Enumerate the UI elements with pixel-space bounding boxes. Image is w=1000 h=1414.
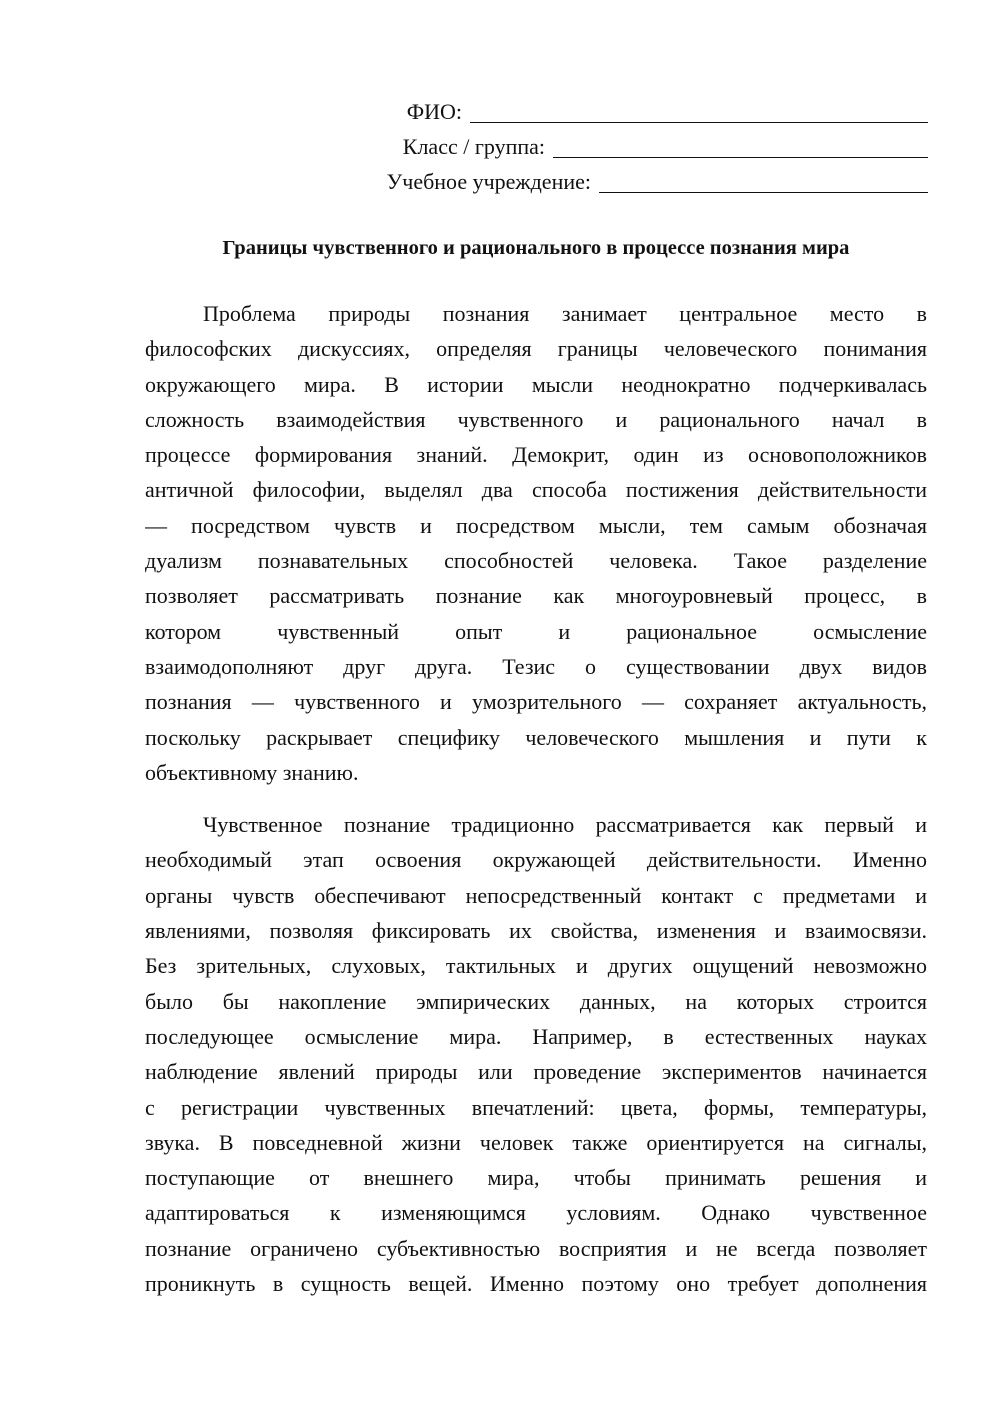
text-line: Без зрительных, слуховых, тактильных и других ощущений невозможно — [145, 953, 927, 979]
text-line: поступающие от внешнего мира, чтобы принимать решения и — [145, 1165, 927, 1191]
institution-input-line[interactable] — [599, 168, 928, 193]
fio-label: ФИО: — [406, 99, 462, 124]
text-line: Проблема природы познания занимает центральное место в — [203, 301, 927, 326]
text-line: окружающего мира. В истории мысли неоднократно подчеркивалась — [145, 371, 927, 397]
text-line: наблюдение явлений природы или проведение экспериментов начинается — [145, 1059, 927, 1085]
fio-field-row — [0, 94, 928, 129]
paragraph-2 — [145, 807, 927, 1301]
text-line: — посредством чувств и посредством мысли, тем самым обозначая — [145, 512, 927, 538]
institution-label: Учебное учреждение: — [386, 169, 591, 194]
text-line: взаимодополняют друг друга. Тезис о существовании двух видов — [145, 653, 927, 679]
text-line: объективному знанию. — [145, 759, 359, 785]
text-line: адаптироваться к изменяющимся условиям. Однако чувственное — [145, 1200, 927, 1226]
text-line: последующее осмысление мира. Например, в естественных науках — [145, 1023, 927, 1049]
text-line: проникнуть в сущность вещей. Именно поэтому оно требует дополнения — [145, 1271, 927, 1297]
text-line: с регистрации чувственных впечатлений: цвета, формы, температуры, — [145, 1094, 927, 1120]
essay-body — [145, 296, 927, 1301]
class-label: Класс / группа: — [402, 134, 545, 159]
text-line: Чувственное познание традиционно рассматривается как первый и — [203, 812, 927, 838]
class-input-line[interactable] — [553, 133, 928, 158]
text-line: органы чувств обеспечивают непосредственный контакт с предметами и — [145, 882, 927, 908]
text-line: поскольку раскрывает специфику человеческого мышления и пути к — [145, 724, 927, 750]
institution-field-row — [0, 164, 928, 199]
student-info-header — [0, 94, 928, 199]
text-line: процессе формирования знаний. Демокрит, один из основоположников — [145, 442, 927, 468]
text-line: сложность взаимодействия чувственного и рационального начал в — [145, 406, 927, 432]
text-line: звука. В повседневной жизни человек также ориентируется на сигналы, — [145, 1129, 927, 1155]
class-field-row — [0, 129, 928, 164]
text-line: было бы накопление эмпирических данных, на которых строится — [145, 988, 927, 1014]
text-line: античной философии, выделял два способа постижения действительности — [145, 477, 927, 503]
text-line: философских дискуссиях, определяя границы человеческого понимания — [145, 336, 927, 362]
text-line: позволяет рассматривать познание как многоуровневый процесс, в — [145, 583, 927, 609]
essay-title: Границы чувственного и рационального в процессе познания мира — [222, 237, 850, 259]
fio-input-line[interactable] — [470, 98, 928, 123]
text-line: познания — чувственного и умозрительного — сохраняет актуальность, — [145, 689, 927, 715]
text-line: явлениями, позволяя фиксировать их свойства, изменения и взаимосвязи. — [145, 918, 927, 944]
text-line: познание ограничено субъективностью восприятия и не всегда позволяет — [145, 1235, 927, 1261]
text-line: необходимый этап освоения окружающей действительности. Именно — [145, 847, 927, 873]
text-line: котором чувственный опыт и рациональное осмысление — [145, 618, 927, 644]
paragraph-1 — [145, 296, 927, 790]
text-line: дуализм познавательных способностей человека. Такое разделение — [145, 548, 927, 574]
